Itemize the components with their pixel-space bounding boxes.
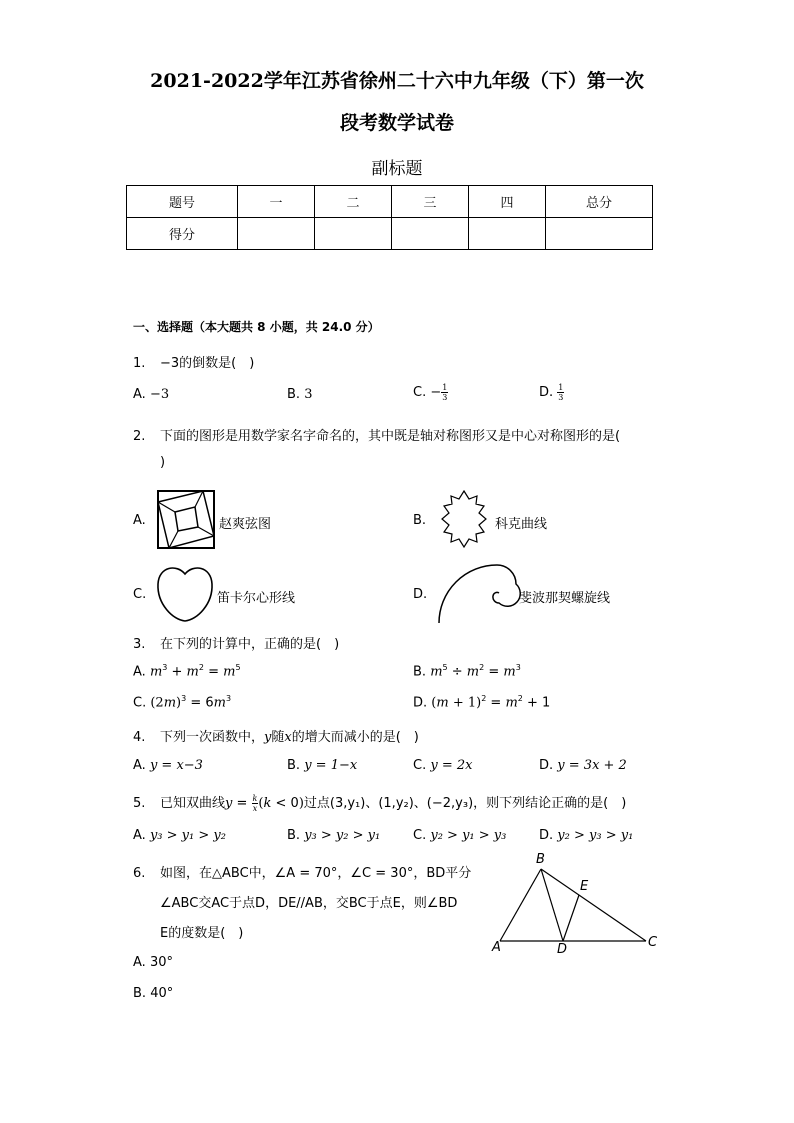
koch-curve-figure bbox=[435, 490, 493, 548]
q2-option-b-text: 科克曲线 bbox=[495, 517, 548, 532]
q1-option-d: D. $\frac{1}{3}$ bbox=[539, 383, 564, 402]
question-number: 2. bbox=[133, 429, 146, 444]
question-stem-line3: E的度数是( ) bbox=[160, 926, 244, 941]
question-4: 4. 下列一次函数中，y随x的增大而减小的是( ) bbox=[133, 730, 419, 745]
exam-subtitle: 副标题 bbox=[371, 159, 423, 179]
question-6 bbox=[133, 862, 471, 881]
score-header-cell: 四 bbox=[469, 186, 546, 218]
question-1 bbox=[133, 352, 254, 371]
question-stem-end: ) bbox=[160, 455, 166, 470]
q3-option-c: C. $(2m)^3 = 6m^3$ bbox=[133, 694, 232, 711]
q2-option-d-label: D. bbox=[413, 587, 428, 602]
q2-option-c-text: 笛卡尔心形线 bbox=[217, 591, 296, 606]
exam-title-line1: 2021-2022学年江苏省徐州二十六中九年级（下）第一次 bbox=[150, 70, 644, 92]
q2-option-a-text: 赵爽弦图 bbox=[219, 517, 272, 532]
q5-option-d: D. y₂ > y₃ > y₁ bbox=[539, 828, 634, 843]
q4-option-d: D. y = 3x + 2 bbox=[539, 758, 627, 773]
score-cell bbox=[469, 218, 546, 250]
q1-option-c: C. − $\frac{1}{3}$ bbox=[413, 383, 448, 402]
question-number: 4. bbox=[133, 730, 146, 745]
score-header-cell: 一 bbox=[238, 186, 315, 218]
q2-option-a-label: A. bbox=[133, 513, 146, 528]
fraction: $\frac{1}{3}$ bbox=[558, 383, 564, 402]
q2-option-b-label: B. bbox=[413, 513, 427, 528]
point-label-c: C bbox=[648, 935, 658, 950]
score-header-cell: 三 bbox=[392, 186, 469, 218]
q5-option-c: C. y₂ > y₁ > y₃ bbox=[413, 828, 507, 843]
question-5: 5. 已知双曲线y = $\frac{k}{x}$ (k < 0)过点(3,y₁)、(1,y₂)、(−2,y₃)，则下列结论正确的是( ) bbox=[133, 794, 627, 813]
q4-option-c: C. y = 2x bbox=[413, 758, 473, 773]
question-number: 1. bbox=[133, 356, 146, 371]
q2-option-c-label: C. bbox=[133, 587, 147, 602]
q5-option-b: B. y₃ > y₂ > y₁ bbox=[287, 828, 381, 843]
question-stem: −3的倒数是( ) bbox=[160, 356, 255, 371]
question-number: 3. bbox=[133, 637, 146, 652]
section-title: 一、选择题（本大题共 8 小题，共 24.0 分） bbox=[133, 320, 380, 334]
q3-option-d: D. $(m + 1)^2 = m^2 + 1$ bbox=[413, 694, 551, 711]
score-cell bbox=[315, 218, 392, 250]
exam-title-line2: 段考数学试卷 bbox=[339, 112, 454, 134]
question-stem: 在下列的计算中，正确的是( ) bbox=[160, 637, 340, 652]
score-table bbox=[126, 185, 653, 250]
point-label-e: E bbox=[580, 879, 589, 894]
zhao-shuang-figure bbox=[157, 490, 217, 550]
question-stem-line2: ∠ABC交AC于点D，DE//AB，交BC于点E，则∠BD bbox=[160, 896, 458, 911]
point-label-b: B bbox=[536, 852, 545, 867]
score-row-label: 得分 bbox=[127, 218, 238, 250]
question-number: 5. bbox=[133, 796, 146, 811]
fraction: $\frac{1}{3}$ bbox=[442, 383, 448, 402]
cardioid-figure bbox=[155, 564, 215, 624]
score-cell bbox=[392, 218, 469, 250]
fibonacci-spiral-figure bbox=[437, 563, 517, 625]
q1-option-b: B. 3 bbox=[287, 387, 313, 402]
q5-option-a: A. y₃ > y₁ > y₂ bbox=[133, 828, 226, 843]
triangle-figure bbox=[490, 855, 660, 955]
score-table-score-row bbox=[127, 218, 653, 250]
q6-option-a: A. 30° bbox=[133, 955, 173, 970]
q4-option-a: A. y = x−3 bbox=[133, 758, 203, 773]
score-header-cell: 题号 bbox=[127, 186, 238, 218]
question-stem-line1: 如图，在△ABC中，∠A = 70°，∠C = 30°，BD平分 bbox=[160, 866, 472, 881]
question-3 bbox=[133, 633, 339, 652]
q3-option-b: B. $m^5 \div m^2 = m^3$ bbox=[413, 663, 521, 680]
q1-option-a: A. −3 bbox=[133, 387, 170, 402]
q3-option-a: A. $m^3 + m^2 = m^5$ bbox=[133, 663, 241, 680]
score-header-cell: 总分 bbox=[546, 186, 653, 218]
q6-option-b: B. 40° bbox=[133, 986, 174, 1001]
question-2 bbox=[133, 425, 620, 444]
score-cell bbox=[546, 218, 653, 250]
point-label-d: D bbox=[557, 942, 568, 957]
score-header-cell: 二 bbox=[315, 186, 392, 218]
score-cell bbox=[238, 218, 315, 250]
q4-option-b: B. y = 1−x bbox=[287, 758, 358, 773]
point-label-a: A bbox=[492, 940, 501, 955]
score-table-header-row bbox=[127, 186, 653, 218]
question-number: 6. bbox=[133, 866, 146, 881]
q2-option-d-text: 斐波那契螺旋线 bbox=[519, 591, 611, 606]
fraction: $\frac{k}{x}$ bbox=[252, 794, 258, 813]
question-stem: 下面的图形是用数学家名字命名的，其中既是轴对称图形又是中心对称图形的是( bbox=[160, 429, 621, 444]
